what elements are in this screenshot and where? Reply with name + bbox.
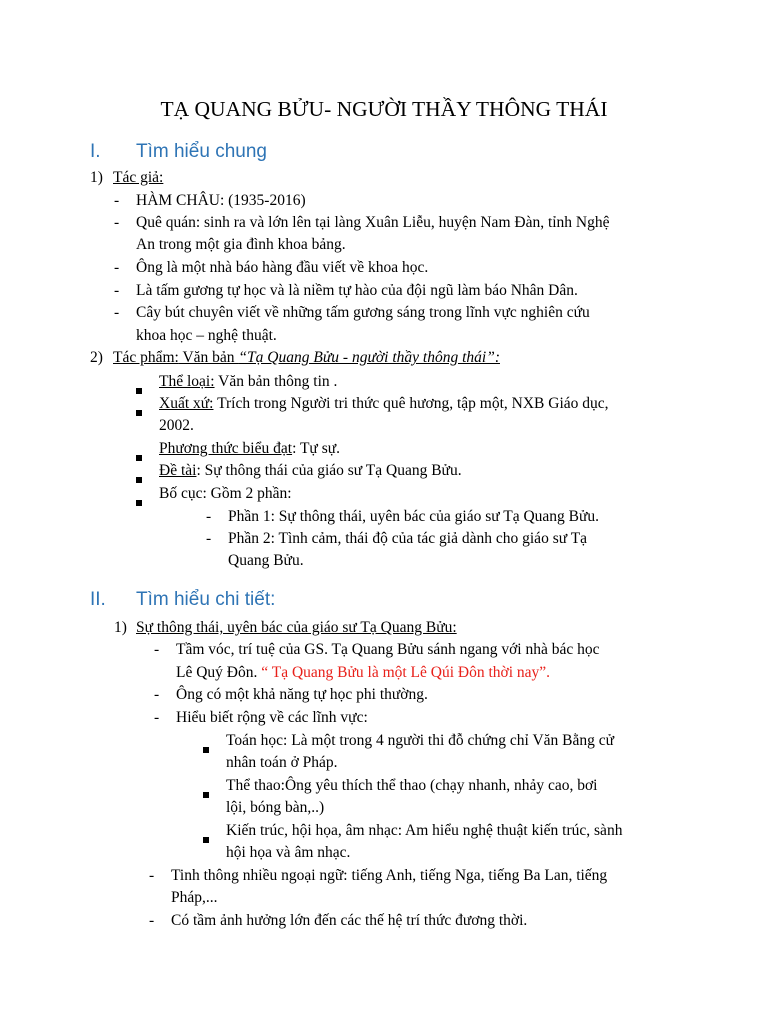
list-item: - Phần 1: Sự thông thái, uyên bác của giáo sư Tạ Quang Bửu.	[206, 508, 600, 525]
list-item: - Quê quán: sinh ra và lớn lên tại làng Xuân Liễu, huyện Nam Đàn, tỉnh Nghệ	[114, 214, 610, 231]
list-item: - Cây bút chuyên viết về những tấm gương sáng trong lĩnh vực nghiên cứu	[114, 304, 590, 321]
topic-label: Đề tài	[159, 462, 197, 479]
section-2-title: Tìm hiểu chi tiết:	[136, 589, 276, 610]
author-label: Tác giả:	[113, 169, 164, 186]
square-bullet-icon	[136, 410, 142, 416]
list-item: - Tinh thông nhiều ngoại ngữ: tiếng Anh, tiếng Nga, tiếng Ba Lan, tiếng	[149, 867, 608, 884]
square-bullet-icon	[203, 792, 209, 798]
author-item	[90, 167, 163, 189]
list-item-continuation	[176, 662, 550, 684]
list-item-continuation: hội họa và âm nhạc.	[226, 844, 351, 861]
section-2-number: II.	[90, 589, 106, 610]
square-bullet-icon	[203, 747, 209, 753]
bullet-text: Quê quán: sinh ra và lớn lên tại làng Xuân Liễu, huyện Nam Đàn, tỉnh Nghệ	[136, 214, 610, 231]
genre-label: Thể loại:	[159, 373, 215, 390]
list-item-continuation: khoa học – nghệ thuật.	[136, 327, 277, 344]
bullet-text: Ông có một khả năng tự học phi thường.	[176, 686, 428, 703]
list-number: 1)	[114, 619, 127, 636]
list-number: 2)	[90, 349, 103, 366]
section-1-number: I.	[90, 141, 101, 162]
list-number: 1)	[90, 169, 103, 186]
source-value: Trích trong Người tri thức quê hương, tập một, NXB Giáo dục,	[213, 395, 609, 412]
list-item: - Là tấm gương tự học và là niềm tự hào của đội ngũ làm báo Nhân Dân.	[114, 282, 578, 299]
list-item-continuation: Pháp,...	[171, 889, 218, 906]
list-item: - Có tầm ảnh hưởng lớn đến các thế hệ trí thức đương thời.	[149, 912, 528, 929]
bullet-text: Hiểu biết rộng về các lĩnh vực:	[176, 709, 368, 726]
list-item	[203, 730, 614, 752]
document-title: TẠ QUANG BỬU- NGƯỜI THẦY THÔNG THÁI	[160, 97, 608, 121]
work-label: Tác phẩm: Văn bản “Tạ Quang Bửu - người thầy thông thái”:	[113, 349, 500, 366]
list-item-continuation: An trong một gia đình khoa bảng.	[136, 236, 346, 253]
list-item: - Ông là một nhà báo hàng đầu viết về khoa học.	[114, 259, 429, 276]
bullet-text: Lê Quý Đôn.	[176, 664, 262, 681]
bullet-text: Là tấm gương tự học và là niềm tự hào của đội ngũ làm báo Nhân Dân.	[136, 282, 578, 299]
list-item	[136, 393, 609, 415]
topic-value: : Sự thông thái của giáo sư Tạ Quang Bửu.	[196, 462, 462, 479]
list-item	[136, 438, 340, 460]
field-text: Toán học: Là một trong 4 người thi đỗ chứng chỉ Văn Bằng cử	[226, 732, 615, 749]
field-text: Kiến trúc, hội họa, âm nhạc: Am hiểu nghệ thuật kiến trúc, sành	[226, 822, 623, 839]
layout-text: Bố cục: Gồm 2 phần:	[159, 485, 292, 502]
wisdom-item	[114, 617, 457, 639]
square-bullet-icon	[136, 500, 142, 506]
list-item-continuation: nhân toán ở Pháp.	[226, 754, 338, 771]
list-item-continuation: Quang Bửu.	[228, 552, 304, 569]
red-quote: “ Tạ Quang Bửu là một Lê Qúi Đôn thời nay”.	[261, 664, 551, 681]
list-item: - Tầm vóc, trí tuệ của GS. Tạ Quang Bửu sánh ngang với nhà bác học	[154, 641, 600, 658]
bullet-text: Ông là một nhà báo hàng đầu viết về khoa học.	[136, 259, 429, 276]
section-1-title: Tìm hiểu chung	[136, 141, 267, 162]
list-item-continuation: 2002.	[159, 417, 194, 434]
list-item	[136, 483, 292, 505]
list-item	[203, 775, 597, 797]
bullet-text: Tinh thông nhiều ngoại ngữ: tiếng Anh, tiếng Nga, tiếng Ba Lan, tiếng	[171, 867, 608, 884]
part-text: Phần 2: Tình cảm, thái độ của tác giả dành cho giáo sư Tạ	[228, 530, 588, 547]
field-text: Thể thao:Ông yêu thích thể thao (chạy nhanh, nhảy cao, bơi	[226, 777, 598, 794]
list-item: - HÀM CHÂU: (1935-2016)	[114, 192, 306, 209]
mode-label: Phương thức biểu đạt	[159, 440, 293, 457]
square-bullet-icon	[203, 837, 209, 843]
list-item	[136, 371, 337, 393]
source-label: Xuất xứ:	[159, 395, 214, 412]
list-item: - Hiểu biết rộng về các lĩnh vực:	[154, 709, 368, 726]
list-item	[203, 820, 622, 842]
bullet-text: Tầm vóc, trí tuệ của GS. Tạ Quang Bửu sánh ngang với nhà bác học	[176, 641, 600, 658]
list-item-continuation: lội, bóng bàn,..)	[226, 799, 325, 816]
list-item: - Ông có một khả năng tự học phi thường.	[154, 686, 428, 703]
list-item	[136, 460, 462, 482]
mode-value: : Tự sự.	[292, 440, 341, 457]
list-item: - Phần 2: Tình cảm, thái độ của tác giả dành cho giáo sư Tạ	[206, 530, 588, 547]
genre-value: Văn bản thông tin .	[214, 373, 338, 390]
wisdom-label: Sự thông thái, uyên bác của giáo sư Tạ Quang Bửu:	[136, 619, 457, 636]
bullet-text: Cây bút chuyên viết về những tấm gương sáng trong lĩnh vực nghiên cứu	[136, 304, 590, 321]
part-text: Phần 1: Sự thông thái, uyên bác của giáo sư Tạ Quang Bửu.	[228, 508, 600, 525]
bullet-text: Có tầm ảnh hưởng lớn đến các thế hệ trí thức đương thời.	[171, 912, 528, 929]
work-title: “Tạ Quang Bửu - người thầy thông thái”:	[238, 349, 500, 366]
work-item	[90, 347, 500, 369]
bullet-text: HÀM CHÂU: (1935-2016)	[136, 192, 306, 209]
